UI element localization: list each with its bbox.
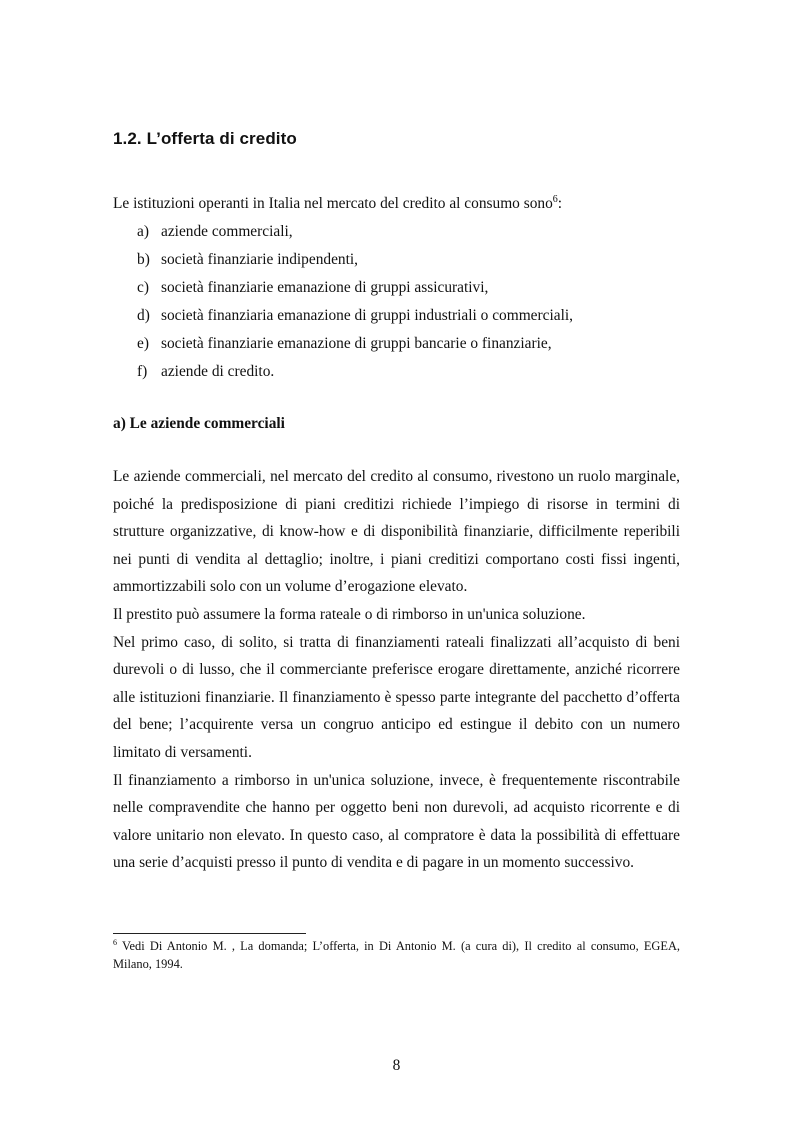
list-item-text: società finanziaria emanazione di gruppi industriali o commerciali, xyxy=(161,307,573,324)
intro-paragraph xyxy=(113,190,683,218)
body-paragraph: Il prestito può assumere la forma rateale o di rimborso in un'unica soluzione. xyxy=(113,605,586,623)
list-item xyxy=(113,218,683,246)
intro-colon: : xyxy=(557,195,563,212)
list-marker: c) xyxy=(137,279,149,296)
footnote-text: Vedi Di Antonio M. , La domanda; L’offerta, in Di Antonio M. (a cura di), Il credito al consumo, EGEA, Milano, 1994. xyxy=(113,939,680,971)
section-heading: 1.2. L’offerta di credito xyxy=(113,129,297,148)
subsection-heading: a) Le aziende commerciali xyxy=(113,415,285,432)
list-marker: d) xyxy=(137,307,150,324)
body-paragraph: Il finanziamento a rimborso in un'unica soluzione, invece, è frequentemente riscontrabile nelle compravendite che hanno per oggetto beni non durevoli, ad acquisto ricorrente e di valore unitario non elevato. In questo caso, al compratore è data la possibilità di effettuare una serie d’acquisti presso il punto di vendita e di pagare in un momento successivo. xyxy=(113,771,680,872)
footnote xyxy=(113,937,680,973)
footnote-reference[interactable]: 6 xyxy=(552,193,558,205)
list-marker: f) xyxy=(137,363,148,380)
subsection-body xyxy=(113,463,680,877)
list-item xyxy=(113,274,683,302)
list-marker: b) xyxy=(137,251,150,268)
list-item-text: aziende commerciali, xyxy=(161,223,293,240)
intro-text: Le istituzioni operanti in Italia nel mercato del credito al consumo sono xyxy=(113,195,553,212)
page-number: 8 xyxy=(392,1057,401,1074)
list-item xyxy=(113,358,683,386)
list-item-text: società finanziarie emanazione di gruppi bancarie o finanziarie, xyxy=(161,335,552,352)
list-item-text: aziende di credito. xyxy=(161,363,275,380)
list-marker: a) xyxy=(137,223,149,240)
list-item xyxy=(113,246,683,274)
body-paragraph: Le aziende commerciali, nel mercato del credito al consumo, rivestono un ruolo marginale, poiché la predisposizione di piani creditizi richiede l’impiego di risorse in termini di strutture organizzative, di know-how e di disponibilità finanziarie, difficilmente reperibili nei punti di vendita al dettaglio; inoltre, i piani creditizi comportano costi fissi ingenti, ammortizzabili solo con un volume d’erogazione elevato. xyxy=(113,468,680,596)
institutions-list xyxy=(113,218,683,386)
list-item xyxy=(113,330,683,358)
list-marker: e) xyxy=(137,335,149,352)
body-paragraph: Nel primo caso, di solito, si tratta di finanziamenti rateali finalizzati all’acquisto di beni durevoli o di lusso, che il commerciante preferisce erogare direttamente, anziché ricorrere alle istituzioni finanziarie. Il finanziamento è spesso parte integrante del pacchetto d’offerta del bene; l’acquirente versa un congruo anticipo ed estingue il debito con un numero limitato di versamenti. xyxy=(113,633,680,761)
footnote-divider xyxy=(113,933,306,934)
footnote-number: 6 xyxy=(113,937,117,947)
list-item-text: società finanziarie emanazione di gruppi assicurativi, xyxy=(161,279,489,296)
list-item-text: società finanziarie indipendenti, xyxy=(161,251,359,268)
list-item xyxy=(113,302,683,330)
